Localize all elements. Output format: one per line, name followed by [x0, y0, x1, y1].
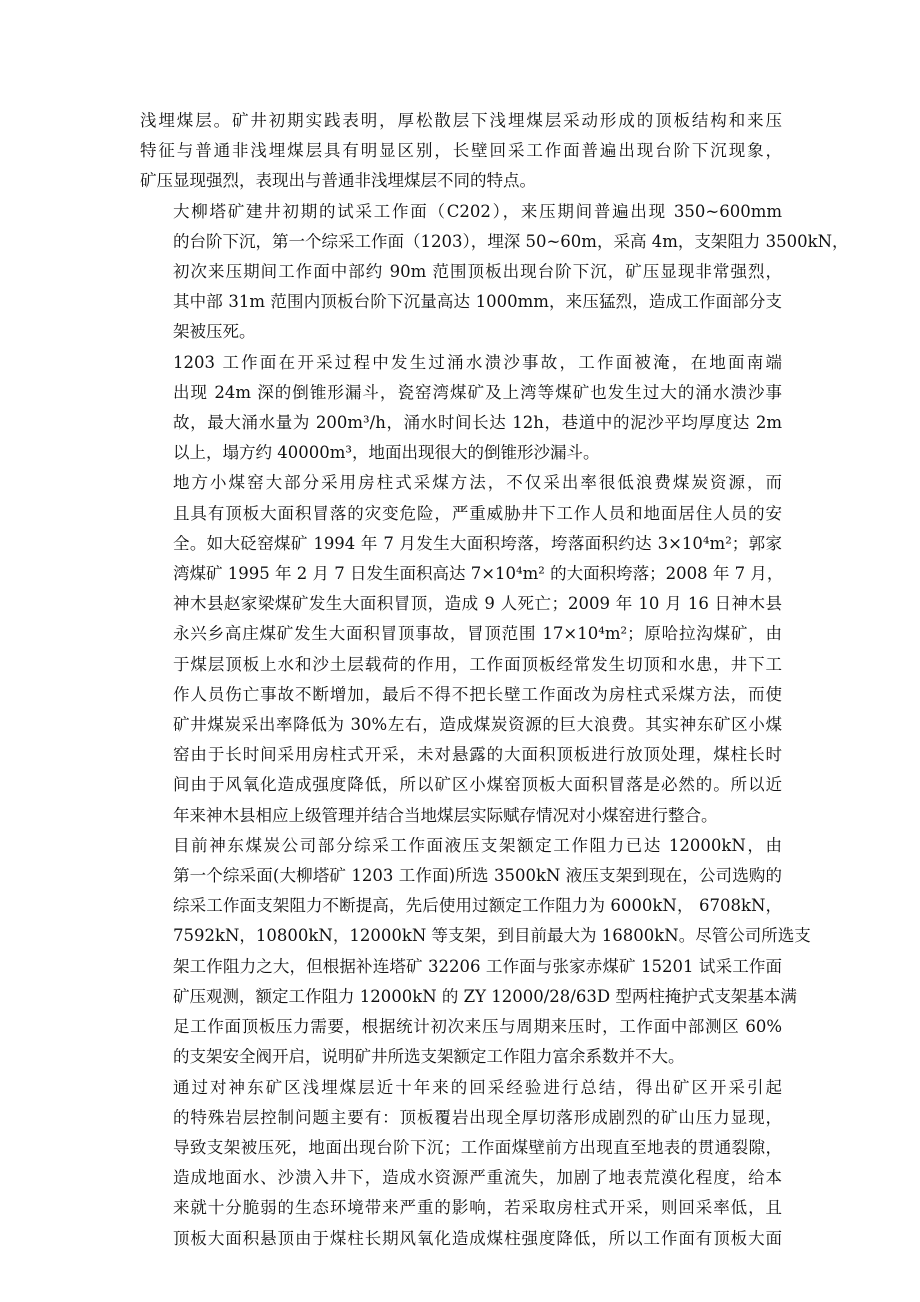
- text-line: 顶板大面积悬顶由于煤柱长期风氧化造成煤柱强度降低，所以工作面有顶板大面: [173, 1228, 782, 1248]
- text-line: 第一个综采面(大柳塔矿 1203 工作面)所选 3500kN 液压支架到现在，公司选购的: [173, 866, 782, 886]
- text-line: 足工作面顶板压力需要，根据统计初次来压与周期来压时，工作面中部测区 60%: [173, 1017, 782, 1037]
- text-line: 全。如大砭窑煤矿 1994 年 7 月发生大面积垮落，垮落面积约达 3×10⁴m²；郭家: [173, 533, 782, 553]
- text-line: 综采工作面支架阻力不断提高，先后使用过额定工作阻力为 6000kN， 6708kN，: [173, 896, 782, 916]
- text-line: 以上，塌方约 40000m³，地面出现很大的倒锥形沙漏斗。: [173, 443, 600, 463]
- text-line: 的特殊岩层控制问题主要有：顶板覆岩出现全厚切落形成剧烈的矿山压力显现，: [173, 1107, 782, 1127]
- paragraph: [140, 831, 811, 1073]
- text-line: 初次来压期间工作面中部约 90m 范围顶板出现台阶下沉，矿压显现非常强烈，: [173, 262, 782, 282]
- text-line: 且具有顶板大面积冒落的灾变危险，严重威胁井下工作人员和地面居住人员的安: [173, 503, 782, 523]
- text-line: 地方小煤窑大部分采用房柱式采煤方法，不仅采出率很低浪费煤炭资源，而: [173, 473, 782, 493]
- text-line: 神木县赵家梁煤矿发生大面积冒顶，造成 9 人死亡；2009 年 10 月 16 日神木县: [173, 594, 782, 614]
- text-line: 的台阶下沉，第一个综采工作面（1203），埋深 50~60m，采高 4m，支架阻力 3500kN，: [173, 231, 849, 251]
- text-line: 来就十分脆弱的生态环境带来严重的影响，若采取房柱式开采，则回采率低，且: [173, 1198, 782, 1218]
- text-line: 于煤层顶板上水和沙土层载荷的作用，工作面顶板经常发生切顶和水患，井下工: [173, 654, 782, 674]
- text-line: 窑由于长时间采用房柱式开采，未对悬露的大面积顶板进行放顶处理，煤柱长时: [173, 745, 782, 765]
- text-line: 故，最大涌水量为 200m³/h，涌水时间长达 12h，巷道中的泥沙平均厚度达 2m: [173, 413, 782, 433]
- text-line: 作人员伤亡事故不断增加，最后不得不把长壁工作面改为房柱式采煤方法，而使: [173, 684, 782, 704]
- text-line: 架被压死。: [173, 322, 256, 342]
- text-line: 出现 24m 深的倒锥形漏斗，瓷窑湾煤矿及上湾等煤矿也发生过大的涌水溃沙事: [173, 382, 782, 402]
- text-line: 特征与普通非浅埋煤层具有明显区别，长壁回采工作面普遍出现台阶下沉现象，: [140, 141, 782, 161]
- paragraph: [140, 1073, 782, 1254]
- text-line: 造成地面水、沙溃入井下，造成水资源严重流失，加剧了地表荒漠化程度，给本: [173, 1168, 782, 1188]
- text-line: 湾煤矿 1995 年 2 月 7 日发生面积高达 7×10⁴m² 的大面积垮落；2008 年 7 月，: [173, 564, 784, 584]
- paragraph: [140, 106, 782, 197]
- paragraph: [140, 197, 849, 348]
- text-line: 导致支架被压死，地面出现台阶下沉；工作面煤壁前方出现直至地表的贯通裂隙，: [173, 1137, 782, 1157]
- text-line: 间由于风氧化造成强度降低，所以矿区小煤窑顶板大面积冒落是必然的。所以近: [173, 775, 782, 795]
- text-line: 浅埋煤层。矿井初期实践表明，厚松散层下浅埋煤层采动形成的顶板结构和来压: [140, 111, 782, 130]
- text-line: 永兴乡高庄煤矿发生大面积冒顶事故，冒顶范围 17×10⁴m²；原哈拉沟煤矿，由: [173, 624, 782, 644]
- text-line: 1203 工作面在开采过程中发生过涌水溃沙事故，工作面被淹，在地面南端: [173, 352, 782, 372]
- text-line: 矿压显现强烈，表现出与普通非浅埋煤层不同的特点。: [140, 171, 536, 191]
- paragraph: [140, 468, 782, 830]
- document-page: [140, 106, 849, 1254]
- paragraph: [140, 348, 782, 469]
- text-line: 矿井煤炭采出率降低为 30%左右，造成煤炭资源的巨大浪费。其实神东矿区小煤: [173, 715, 782, 735]
- text-line: 7592kN，10800kN，12000kN 等支架，到目前最大为 16800kN。尽管公司所选支: [173, 926, 811, 946]
- text-line: 架工作阻力之大，但根据补连塔矿 32206 工作面与张家赤煤矿 15201 试采工作面: [173, 956, 782, 976]
- text-line: 年来神木县相应上级管理并结合当地煤层实际赋存情况对小煤窑进行整合。: [173, 805, 718, 825]
- text-line: 矿压观测，额定工作阻力 12000kN 的 ZY 12000/28/63D 型两柱掩护式支架基本满: [173, 986, 797, 1006]
- text-line: 目前神东煤炭公司部分综采工作面液压支架额定工作阻力已达 12000kN，由: [173, 835, 782, 855]
- text-line: 其中部 31m 范围内顶板台阶下沉量高达 1000mm，来压猛烈，造成工作面部分支: [173, 292, 782, 312]
- text-line: 的支架安全阀开启，说明矿井所选支架额定工作阻力富余系数并不大。: [173, 1047, 685, 1067]
- text-line: 通过对神东矿区浅埋煤层近十年来的回采经验进行总结，得出矿区开采引起: [173, 1077, 782, 1097]
- text-line: 大柳塔矿建井初期的试采工作面（C202），来压期间普遍出现 350~600mm: [173, 201, 782, 221]
